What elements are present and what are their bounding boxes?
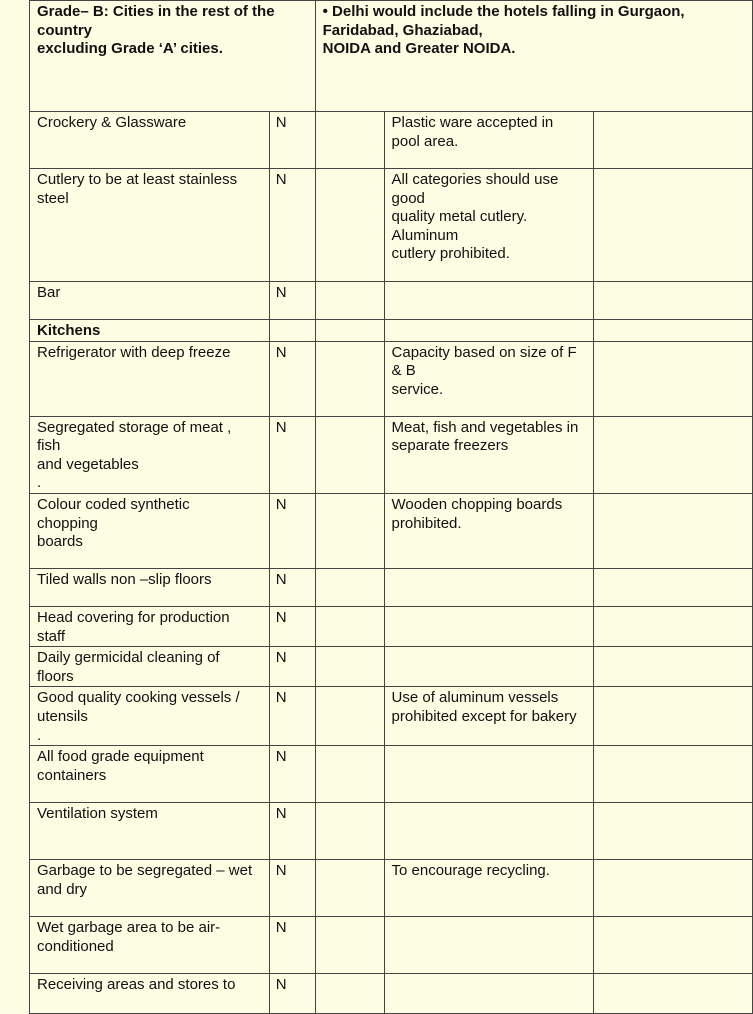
blank-cell <box>315 282 384 320</box>
flag-cell: N <box>269 606 315 646</box>
item-cell: Segregated storage of meat , fish and vegetables . <box>30 416 270 493</box>
blank-cell <box>315 169 384 282</box>
item-cell: Wet garbage area to be air- conditioned <box>30 917 270 974</box>
grade-b-definition: Grade– B: Cities in the rest of the country excluding Grade ‘A’ cities. <box>30 1 316 112</box>
remark-cell <box>384 746 594 803</box>
item-cell: Head covering for production staff <box>30 606 270 646</box>
table-row <box>30 647 753 687</box>
blank-cell <box>315 341 384 416</box>
remark-cell <box>384 282 594 320</box>
blank-cell <box>315 606 384 646</box>
item-cell: Kitchens <box>30 320 270 342</box>
table-row <box>30 568 753 606</box>
standards-table <box>29 0 753 1014</box>
flag-cell: N <box>269 687 315 746</box>
blank-cell <box>594 803 753 860</box>
item-cell: Bar <box>30 282 270 320</box>
blank-cell <box>315 647 384 687</box>
table-row <box>30 687 753 746</box>
flag-cell: N <box>269 974 315 1014</box>
flag-cell: N <box>269 647 315 687</box>
blank-cell <box>315 687 384 746</box>
blank-cell <box>315 493 384 568</box>
table-row <box>30 112 753 169</box>
flag-cell: N <box>269 746 315 803</box>
blank-cell <box>315 416 384 493</box>
remark-cell <box>384 974 594 1014</box>
item-cell: Colour coded synthetic chopping boards <box>30 493 270 568</box>
flag-cell: N <box>269 568 315 606</box>
blank-cell <box>315 112 384 169</box>
item-cell: Receiving areas and stores to <box>30 974 270 1014</box>
blank-cell <box>594 974 753 1014</box>
remark-cell: Wooden chopping boards prohibited. <box>384 493 594 568</box>
blank-cell <box>594 860 753 917</box>
table-row <box>30 416 753 493</box>
table-row <box>30 606 753 646</box>
blank-cell <box>315 568 384 606</box>
item-cell: Daily germicidal cleaning of floors <box>30 647 270 687</box>
item-cell: Crockery & Glassware <box>30 112 270 169</box>
blank-cell <box>315 974 384 1014</box>
remark-cell: Plastic ware accepted in pool area. <box>384 112 594 169</box>
remark-cell <box>384 606 594 646</box>
table-row <box>30 746 753 803</box>
delhi-note: • Delhi would include the hotels falling in Gurgaon, Faridabad, Ghaziabad, NOIDA and Greater NOIDA. <box>315 1 752 112</box>
table-row <box>30 341 753 416</box>
blank-cell <box>594 416 753 493</box>
blank-cell <box>315 917 384 974</box>
remark-cell <box>384 803 594 860</box>
item-cell: Cutlery to be at least stainless steel <box>30 169 270 282</box>
blank-cell <box>594 687 753 746</box>
blank-cell <box>315 860 384 917</box>
remark-cell: Capacity based on size of F & B service. <box>384 341 594 416</box>
remark-cell <box>384 647 594 687</box>
flag-cell: N <box>269 341 315 416</box>
flag-cell: N <box>269 416 315 493</box>
blank-cell <box>594 112 753 169</box>
flag-cell: N <box>269 493 315 568</box>
blank-cell <box>594 282 753 320</box>
remark-cell: All categories should use good quality metal cutlery. Aluminum cutlery prohibited. <box>384 169 594 282</box>
remark-cell: To encourage recycling. <box>384 860 594 917</box>
item-cell: All food grade equipment containers <box>30 746 270 803</box>
item-cell: Ventilation system <box>30 803 270 860</box>
item-cell: Garbage to be segregated – wet and dry <box>30 860 270 917</box>
item-cell: Good quality cooking vessels / utensils . <box>30 687 270 746</box>
flag-cell <box>269 320 315 342</box>
header-row <box>30 1 753 112</box>
table-row <box>30 282 753 320</box>
blank-cell <box>315 803 384 860</box>
flag-cell: N <box>269 860 315 917</box>
flag-cell: N <box>269 282 315 320</box>
item-cell: Tiled walls non –slip floors <box>30 568 270 606</box>
blank-cell <box>594 746 753 803</box>
blank-cell <box>594 320 753 342</box>
blank-cell <box>594 493 753 568</box>
table-row <box>30 320 753 342</box>
remark-cell: Meat, fish and vegetables in separate freezers <box>384 416 594 493</box>
blank-cell <box>594 647 753 687</box>
table-row <box>30 803 753 860</box>
table-row <box>30 860 753 917</box>
blank-cell <box>594 917 753 974</box>
blank-cell <box>315 320 384 342</box>
remark-cell <box>384 320 594 342</box>
blank-cell <box>315 746 384 803</box>
flag-cell: N <box>269 917 315 974</box>
remark-cell <box>384 917 594 974</box>
remark-cell: Use of aluminum vessels prohibited except for bakery <box>384 687 594 746</box>
flag-cell: N <box>269 803 315 860</box>
blank-cell <box>594 341 753 416</box>
table-row <box>30 169 753 282</box>
table-row <box>30 917 753 974</box>
blank-cell <box>594 568 753 606</box>
flag-cell: N <box>269 112 315 169</box>
blank-cell <box>594 169 753 282</box>
table-row <box>30 493 753 568</box>
blank-cell <box>594 606 753 646</box>
remark-cell <box>384 568 594 606</box>
table-row <box>30 974 753 1014</box>
flag-cell: N <box>269 169 315 282</box>
item-cell: Refrigerator with deep freeze <box>30 341 270 416</box>
